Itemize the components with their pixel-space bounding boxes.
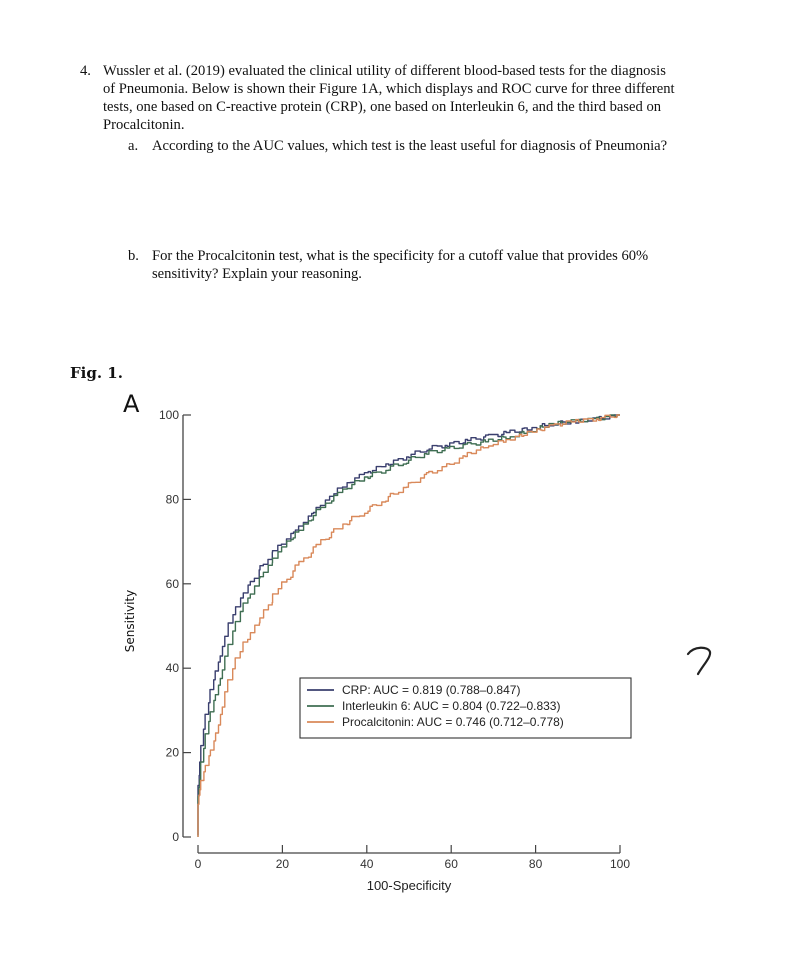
handwritten-mark-icon	[680, 640, 720, 680]
y-tick-label-100: 100	[158, 408, 179, 422]
x-tick-label-100: 100	[609, 857, 631, 871]
y-tick-label-60: 60	[165, 576, 179, 591]
series-line-crp	[198, 415, 620, 835]
panel-letter: A	[123, 390, 140, 418]
subquestion-text-a: According to the AUC values, which test is the least useful for diagnosis of Pneumonia?	[152, 138, 668, 154]
series-line-procalcitonin	[198, 415, 620, 837]
subquestion-text-b: For the Procalcitonin test, what is the specificity for a cutoff value that provides 60% sensitivity? Explain your reasoning.	[152, 248, 649, 282]
subquestion-letter-b: b.	[128, 248, 139, 264]
x-tick-label-40: 40	[360, 857, 374, 871]
subquestion-letter-a: a.	[128, 138, 139, 154]
y-axis-title: Sensitivity	[123, 589, 137, 653]
x-tick-label-0: 0	[194, 857, 202, 871]
question-number: 4.	[80, 63, 91, 79]
x-tick-label-60: 60	[444, 857, 458, 871]
question-text: Wussler et al. (2019) evaluated the clinical utility of different blood-based tests for the diagnosis of Pneumonia. Below is shown their Figure 1A, which displays and ROC curve for three different tests, one based on C-reactive protein (CRP), one based on Interleukin 6, and the third based on Procalcitonin.	[103, 63, 675, 133]
legend-entry-procalcitonin: Procalcitonin: AUC = 0.746 (0.712–0.778)	[342, 715, 564, 729]
y-tick-label-20: 20	[165, 745, 179, 760]
legend-entry-interleukin-6: Interleukin 6: AUC = 0.804 (0.722–0.833)	[342, 699, 561, 713]
y-tick-label-0: 0	[172, 830, 179, 844]
legend-entry-crp: CRP: AUC = 0.819 (0.788–0.847)	[342, 683, 521, 697]
x-axis-title: 100-Specificity	[366, 878, 452, 893]
x-tick-label-20: 20	[275, 857, 290, 871]
figure-label: Fig. 1.	[70, 364, 123, 382]
x-tick-label-80: 80	[528, 857, 543, 871]
series-line-interleukin-6	[198, 415, 620, 837]
y-tick-label-40: 40	[165, 661, 179, 676]
y-tick-label-80: 80	[165, 492, 179, 507]
